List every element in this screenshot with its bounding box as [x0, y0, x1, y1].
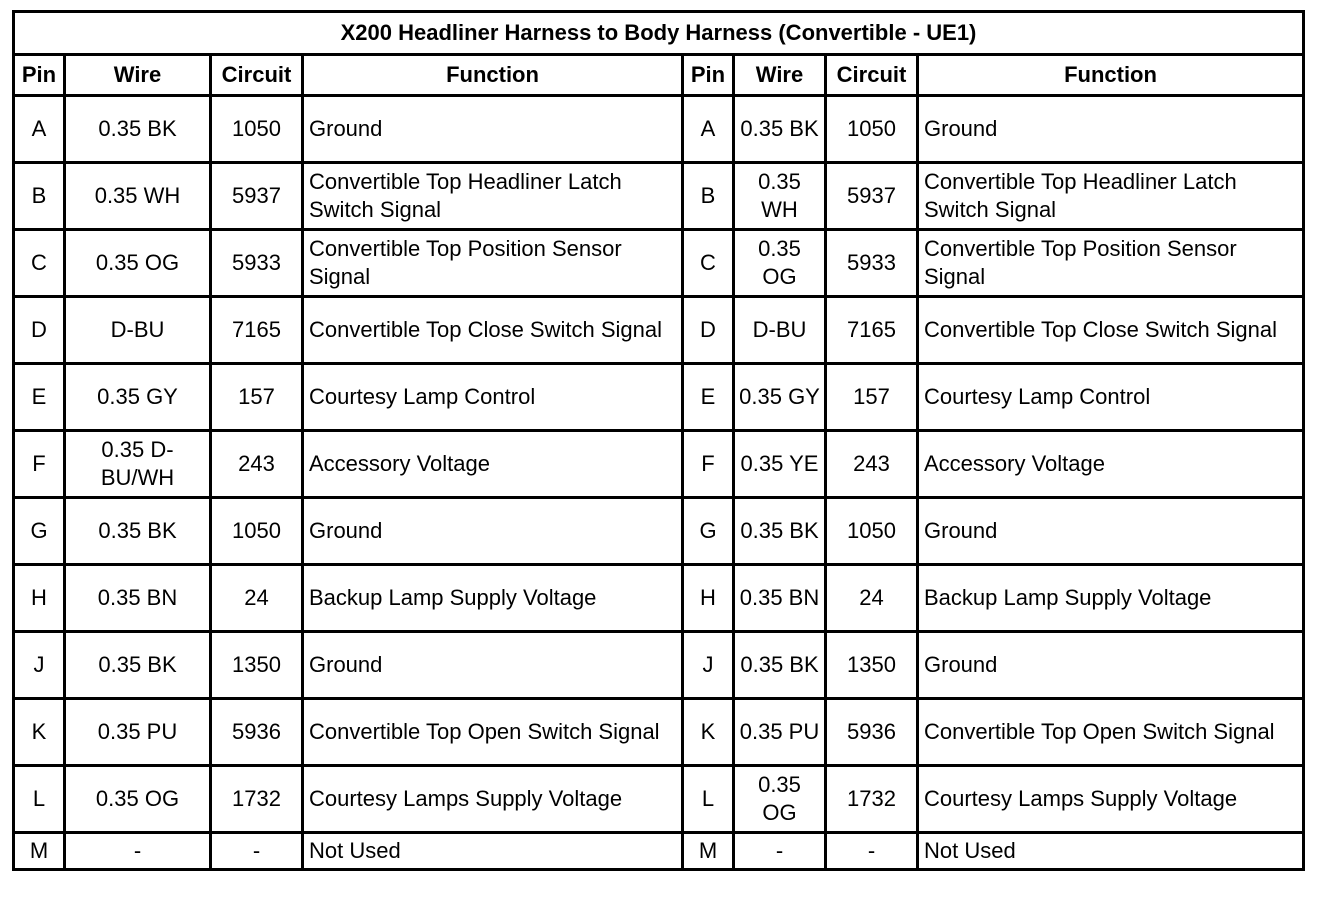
circuit-cell: 1050 — [211, 498, 303, 565]
circuit-cell: 1050 — [826, 498, 918, 565]
pin-cell: K — [14, 699, 65, 766]
function-cell: Not Used — [303, 833, 683, 870]
function-cell: Ground — [303, 96, 683, 163]
pin-cell: C — [683, 230, 734, 297]
pin-cell: H — [14, 565, 65, 632]
pin-cell: L — [14, 766, 65, 833]
pin-cell: E — [14, 364, 65, 431]
header-row — [14, 55, 1304, 96]
circuit-cell: 7165 — [211, 297, 303, 364]
header-function: Function — [303, 55, 683, 96]
function-cell: Accessory Voltage — [918, 431, 1304, 498]
table-row — [14, 833, 1304, 870]
table-row — [14, 163, 1304, 230]
function-cell: Convertible Top Position Sensor Signal — [303, 230, 683, 297]
function-cell: Convertible Top Headliner Latch Switch Signal — [918, 163, 1304, 230]
pin-cell: B — [14, 163, 65, 230]
circuit-cell: 24 — [826, 565, 918, 632]
wire-cell: 0.35 WH — [65, 163, 211, 230]
circuit-cell: 5937 — [826, 163, 918, 230]
wire-cell: 0.35 BN — [65, 565, 211, 632]
table-row — [14, 565, 1304, 632]
function-cell: Courtesy Lamp Control — [918, 364, 1304, 431]
table-row — [14, 766, 1304, 833]
connector-table — [12, 10, 1305, 871]
circuit-cell: - — [211, 833, 303, 870]
pin-cell: G — [14, 498, 65, 565]
circuit-cell: 1350 — [211, 632, 303, 699]
function-cell: Courtesy Lamp Control — [303, 364, 683, 431]
wire-cell: 0.35 BK — [65, 96, 211, 163]
pin-cell: B — [683, 163, 734, 230]
function-cell: Convertible Top Open Switch Signal — [303, 699, 683, 766]
circuit-cell: 243 — [826, 431, 918, 498]
circuit-cell: 1350 — [826, 632, 918, 699]
pin-cell: K — [683, 699, 734, 766]
function-cell: Ground — [303, 498, 683, 565]
wire-cell: 0.35 D-BU/WH — [65, 431, 211, 498]
table-row — [14, 297, 1304, 364]
function-cell: Backup Lamp Supply Voltage — [303, 565, 683, 632]
function-cell: Courtesy Lamps Supply Voltage — [918, 766, 1304, 833]
table-title: X200 Headliner Harness to Body Harness (Convertible - UE1) — [14, 12, 1304, 55]
circuit-cell: 5933 — [826, 230, 918, 297]
table-row — [14, 431, 1304, 498]
pin-cell: D — [683, 297, 734, 364]
wire-cell: 0.35 PU — [734, 699, 826, 766]
circuit-cell: 7165 — [826, 297, 918, 364]
wire-cell: 0.35 GY — [734, 364, 826, 431]
pin-cell: J — [683, 632, 734, 699]
wire-cell: D-BU — [65, 297, 211, 364]
wire-cell: 0.35 YE — [734, 431, 826, 498]
circuit-cell: 157 — [211, 364, 303, 431]
function-cell: Convertible Top Close Switch Signal — [918, 297, 1304, 364]
table-row — [14, 364, 1304, 431]
wire-cell: 0.35 BN — [734, 565, 826, 632]
table-row — [14, 699, 1304, 766]
table-row — [14, 632, 1304, 699]
circuit-cell: 24 — [211, 565, 303, 632]
wire-cell: 0.35 BK — [65, 632, 211, 699]
pin-cell: M — [14, 833, 65, 870]
function-cell: Courtesy Lamps Supply Voltage — [303, 766, 683, 833]
pin-cell: F — [14, 431, 65, 498]
pin-cell: E — [683, 364, 734, 431]
circuit-cell: - — [826, 833, 918, 870]
pin-cell: M — [683, 833, 734, 870]
pin-cell: D — [14, 297, 65, 364]
circuit-cell: 1050 — [211, 96, 303, 163]
header-circuit: Circuit — [211, 55, 303, 96]
function-cell: Ground — [918, 498, 1304, 565]
pin-cell: C — [14, 230, 65, 297]
wire-cell: 0.35 BK — [65, 498, 211, 565]
circuit-cell: 157 — [826, 364, 918, 431]
pin-cell: H — [683, 565, 734, 632]
wire-cell: D-BU — [734, 297, 826, 364]
wire-cell: 0.35 OG — [734, 766, 826, 833]
function-cell: Convertible Top Open Switch Signal — [918, 699, 1304, 766]
header-pin: Pin — [14, 55, 65, 96]
wire-cell: 0.35 OG — [65, 230, 211, 297]
header-pin: Pin — [683, 55, 734, 96]
function-cell: Ground — [918, 96, 1304, 163]
table-row — [14, 230, 1304, 297]
wire-cell: 0.35 WH — [734, 163, 826, 230]
pin-cell: J — [14, 632, 65, 699]
connector-table-sheet — [12, 10, 1302, 871]
wire-cell: 0.35 OG — [734, 230, 826, 297]
wire-cell: 0.35 GY — [65, 364, 211, 431]
circuit-cell: 1050 — [826, 96, 918, 163]
wire-cell: - — [65, 833, 211, 870]
circuit-cell: 5933 — [211, 230, 303, 297]
circuit-cell: 5936 — [826, 699, 918, 766]
circuit-cell: 5936 — [211, 699, 303, 766]
circuit-cell: 1732 — [211, 766, 303, 833]
circuit-cell: 1732 — [826, 766, 918, 833]
wire-cell: 0.35 BK — [734, 498, 826, 565]
function-cell: Ground — [918, 632, 1304, 699]
function-cell: Convertible Top Close Switch Signal — [303, 297, 683, 364]
pin-cell: A — [683, 96, 734, 163]
wire-cell: 0.35 PU — [65, 699, 211, 766]
table-row — [14, 498, 1304, 565]
pin-cell: F — [683, 431, 734, 498]
function-cell: Accessory Voltage — [303, 431, 683, 498]
wire-cell: 0.35 BK — [734, 632, 826, 699]
header-wire: Wire — [65, 55, 211, 96]
pin-cell: L — [683, 766, 734, 833]
wire-cell: 0.35 BK — [734, 96, 826, 163]
header-wire: Wire — [734, 55, 826, 96]
function-cell: Ground — [303, 632, 683, 699]
wire-cell: - — [734, 833, 826, 870]
pin-cell: A — [14, 96, 65, 163]
wire-cell: 0.35 OG — [65, 766, 211, 833]
function-cell: Convertible Top Headliner Latch Switch Signal — [303, 163, 683, 230]
function-cell: Convertible Top Position Sensor Signal — [918, 230, 1304, 297]
header-function: Function — [918, 55, 1304, 96]
function-cell: Backup Lamp Supply Voltage — [918, 565, 1304, 632]
circuit-cell: 5937 — [211, 163, 303, 230]
circuit-cell: 243 — [211, 431, 303, 498]
table-row — [14, 96, 1304, 163]
function-cell: Not Used — [918, 833, 1304, 870]
pin-cell: G — [683, 498, 734, 565]
header-circuit: Circuit — [826, 55, 918, 96]
